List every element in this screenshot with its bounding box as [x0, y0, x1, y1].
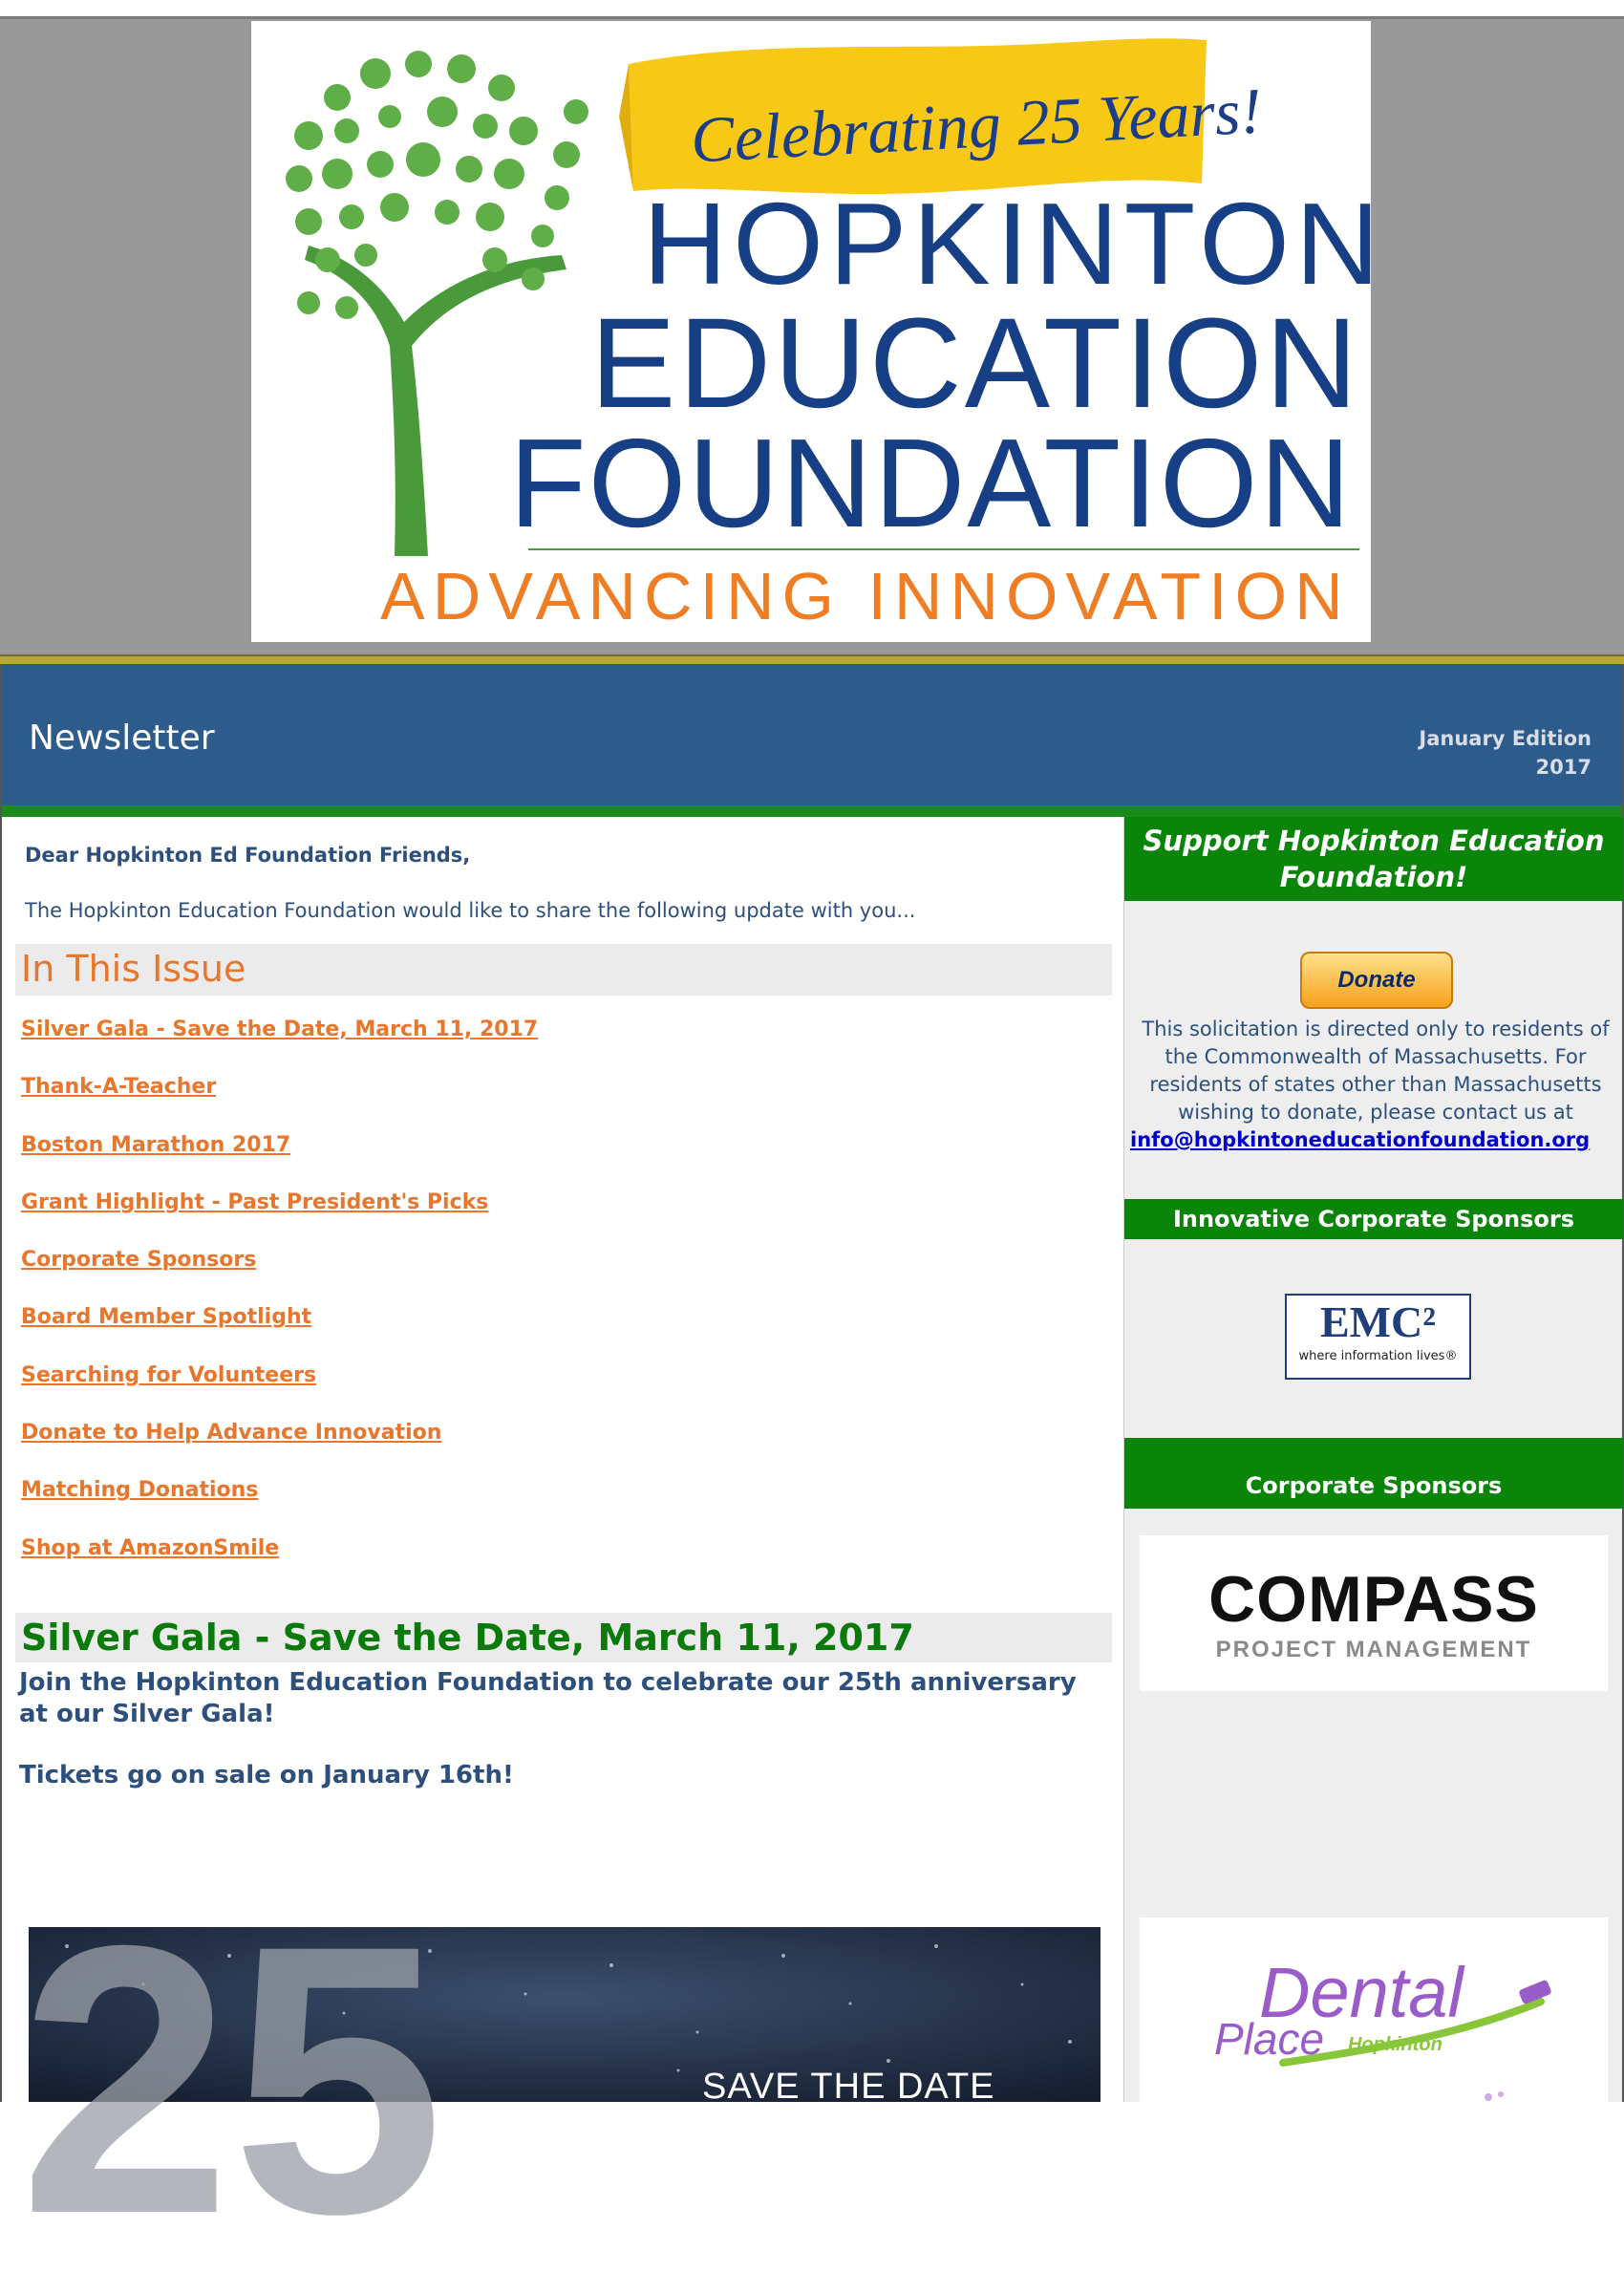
toc-link-donate[interactable]: Donate to Help Advance Innovation [21, 1421, 442, 1446]
sidebar [1123, 817, 1622, 2102]
edition-label [1419, 724, 1592, 782]
place-word: Place [1214, 2014, 1325, 2064]
edition-month: January Edition [1419, 727, 1592, 750]
toc-link-boston-marathon[interactable]: Boston Marathon 2017 [21, 1132, 291, 1157]
dental-word: Dental [1259, 1953, 1464, 2032]
dental-place-logo[interactable] [1140, 1918, 1608, 2102]
in-this-issue-bar [15, 944, 1112, 996]
greeting: Dear Hopkinton Ed Foundation Friends, [25, 844, 471, 867]
gala-tickets: Tickets go on sale on January 16th! [19, 1761, 514, 1789]
in-this-issue-heading: In This Issue [21, 948, 246, 990]
emc-logo[interactable] [1285, 1294, 1471, 1380]
toc-item [21, 1363, 538, 1421]
innovative-sponsors-heading: Innovative Corporate Sponsors [1124, 1199, 1623, 1239]
gala-image [19, 1866, 1100, 2293]
gala-image-caption: SAVE THE DATE [702, 2067, 995, 2107]
toc-item [21, 1305, 538, 1362]
toc-item [21, 1536, 538, 1594]
toc-item [21, 1133, 538, 1190]
banner-education: EDUCATION [590, 292, 1361, 435]
toc-link-corporate-sponsors[interactable]: Corporate Sponsors [21, 1248, 257, 1273]
tree-crown [286, 50, 588, 319]
hopkinton-word: Hopkinton [1348, 2034, 1442, 2055]
table-of-contents [21, 1018, 538, 1594]
banner-celebrating: Celebrating 25 Years! [689, 74, 1264, 177]
banner-tagline: ADVANCING INNOVATION [380, 559, 1351, 633]
toc-item [21, 1075, 538, 1132]
banner-foundation: FOUNDATION [509, 413, 1353, 553]
corporate-sponsors-heading: Corporate Sponsors [1124, 1438, 1623, 1509]
top-divider [0, 16, 1624, 19]
emc-tagline: where information lives® [1298, 1349, 1458, 1363]
toc-item [21, 1478, 538, 1535]
gala-heading: Silver Gala - Save the Date, March 11, 2017 [21, 1617, 914, 1659]
toc-link-volunteers[interactable]: Searching for Volunteers [21, 1362, 317, 1387]
donate-button[interactable]: Donate [1300, 952, 1453, 1009]
compass-subtitle: PROJECT MANAGEMENT [1215, 1637, 1532, 1662]
foundation-banner [251, 21, 1386, 642]
banner-hopkinton: HOPKINTON [643, 179, 1386, 309]
compass-name: COMPASS [1208, 1563, 1539, 1636]
contact-email-link[interactable]: info@hopkintoneducationfoundation.org [1130, 1128, 1591, 1151]
gala-description: Join the Hopkinton Education Foundation to celebrate our 25th anniversary at our Silver Gala! [19, 1668, 1077, 1728]
toc-item [21, 1018, 538, 1075]
green-divider [2, 805, 1622, 817]
toc-link-matching[interactable]: Matching Donations [21, 1478, 259, 1503]
gala-image-number: 25 [19, 1866, 444, 2293]
newsletter-header [2, 664, 1622, 805]
main-column [2, 817, 1123, 2293]
toc-link-thank-a-teacher[interactable]: Thank-A-Teacher [21, 1075, 217, 1100]
gala-heading-bar [15, 1613, 1112, 1662]
toc-item [21, 1421, 538, 1478]
emc-name: EMC² [1319, 1297, 1437, 1346]
toc-link-silver-gala[interactable]: Silver Gala - Save the Date, March 11, 2017 [21, 1018, 539, 1041]
toc-link-board-member[interactable]: Board Member Spotlight [21, 1305, 312, 1330]
toc-item [21, 1248, 538, 1305]
support-heading: Support Hopkinton Education Foundation! [1124, 817, 1623, 901]
compass-logo[interactable] [1140, 1535, 1608, 1691]
toc-item [21, 1190, 538, 1248]
toc-link-amazonsmile[interactable]: Shop at AmazonSmile [21, 1535, 280, 1560]
intro-text: The Hopkinton Education Foundation would like to share the following update with you... [25, 899, 916, 922]
newsletter-title: Newsletter [29, 718, 215, 758]
toc-link-grant-highlight[interactable]: Grant Highlight - Past President's Picks [21, 1189, 489, 1214]
toothbrush-icon [1140, 1918, 1608, 2102]
solicitation-notice: This solicitation is directed only to residents of the Commonwealth of Massachusetts. For residents of states other than Massachusetts wishing to donate, please contact us at [1142, 1018, 1610, 1124]
edition-year: 2017 [1535, 756, 1592, 779]
olive-divider [0, 654, 1624, 664]
